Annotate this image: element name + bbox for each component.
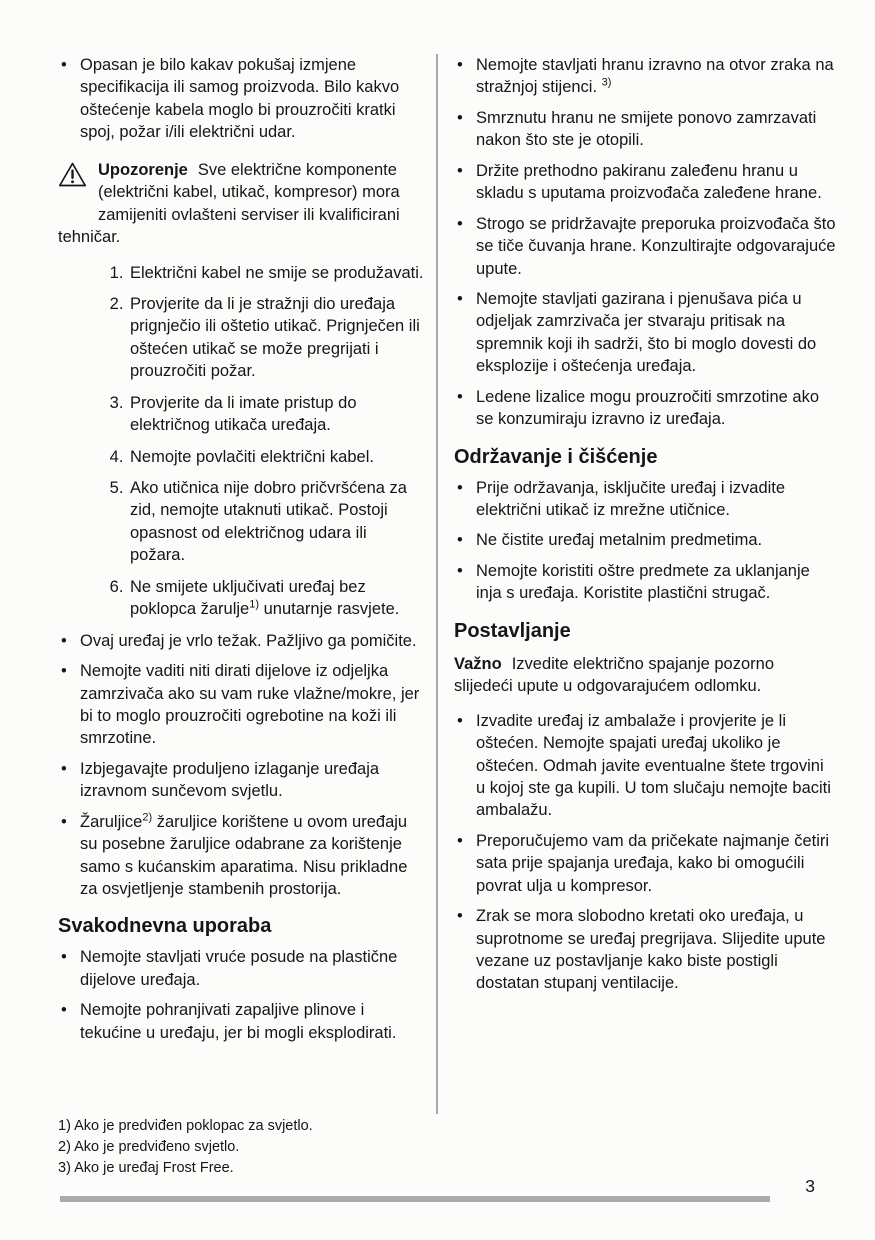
bullet-item: • Ovaj uređaj je vrlo težak. Pažljivo ga pomičite. bbox=[58, 630, 426, 652]
numbered-item-text: unutarnje rasvjete. bbox=[259, 600, 400, 619]
warning-label: Upozorenje bbox=[98, 160, 188, 179]
numbered-item: 3. Provjerite da li imate pristup do električnog utikača uređaja. bbox=[128, 392, 426, 437]
intro-bullet-list bbox=[58, 54, 426, 144]
warning-note bbox=[58, 159, 426, 249]
numbered-item-text: Ne smijete uključivati uređaj bez poklopca žarulje bbox=[130, 577, 366, 619]
bullet-item: • Nemojte pohranjivati zapaljive plinove i tekućine u uređaju, jer bi mogli eksplodirati. bbox=[58, 999, 426, 1044]
bullet-item-text: Nemojte stavljati hranu izravno na otvor zraka na stražnjoj stijenci. bbox=[476, 56, 834, 97]
bullet-item: • Prije održavanja, isključite uređaj i izvadite električni utikač iz mrežne utičnice. bbox=[454, 477, 837, 522]
bullet-item: • Izvadite uređaj iz ambalaže i provjerite je li oštećen. Nemojte spajati uređaj ukoliko je oštećen. Odmah javite eventualne štete trgovini u kojoj ste ga kupili. U tom slučaju nemojte baciti ambalažu. bbox=[454, 710, 837, 822]
important-text: Izvedite električno spajanje pozorno slijedeći upute u odgovarajućem odlomku. bbox=[454, 654, 775, 696]
maintenance-heading: Održavanje i čišćenje bbox=[454, 445, 658, 468]
footnote-ref-3: 3) bbox=[601, 76, 612, 89]
page-content bbox=[58, 54, 837, 1114]
installation-heading: Postavljanje bbox=[454, 619, 571, 642]
bullet-item bbox=[454, 54, 837, 99]
footnote-line: 2) Ako je predviđeno svjetlo. bbox=[58, 1139, 240, 1155]
numbered-item: 2. Provjerite da li je stražnji dio uređaja prignječio ili oštetio utikač. Prignječen ili oštećen utikač se može pregrijati i prouzročiti požar. bbox=[128, 293, 426, 383]
warning-triangle-icon bbox=[58, 159, 94, 205]
bullet-item-text: žaruljice korištene u ovom uređaju su posebne žaruljice odabrane za korištenje samo s kućanskim aparatima. Nisu prikladne za osvjetljenje stambenih prostorija. bbox=[80, 812, 408, 898]
numbered-item: 1. Električni kabel ne smije se produžavati. bbox=[128, 262, 426, 284]
bullet-item: • Zrak se mora slobodno kretati oko uređaja, u suprotnome se uređaj pregrijava. Slijedite upute vezane uz postavljanje kako biste postigli dostatan stupanj ventilacije. bbox=[454, 905, 837, 995]
left-column bbox=[58, 54, 426, 1114]
footnote-line: 3) Ako je uređaj Frost Free. bbox=[58, 1160, 234, 1176]
bullet-item-text: Žaruljice bbox=[80, 812, 143, 831]
daily-use-heading: Svakodnevna uporaba bbox=[58, 915, 272, 938]
bullet-item: • Preporučujemo vam da pričekate najmanje četiri sata prije spajanja uređaja, kako bi omogućili povrat ulja u kompresor. bbox=[454, 830, 837, 897]
food-handling-bullet-list bbox=[454, 54, 837, 431]
footer-bar bbox=[60, 1196, 770, 1202]
footnote-ref-2: 2) bbox=[142, 811, 153, 824]
electrical-safety-numbered-list bbox=[58, 262, 426, 621]
bullet-item: • Nemojte stavljati vruće posude na plastične dijelove uređaja. bbox=[58, 946, 426, 991]
important-note bbox=[454, 653, 837, 698]
maintenance-bullet-list bbox=[454, 477, 837, 605]
footnotes bbox=[58, 1116, 313, 1179]
important-label: Važno bbox=[454, 654, 502, 673]
numbered-item bbox=[128, 576, 426, 621]
installation-bullet-list bbox=[454, 710, 837, 995]
numbered-item: 4. Nemojte povlačiti električni kabel. bbox=[128, 446, 426, 468]
bullet-item: • Izbjegavajte produljeno izlaganje uređaja izravnom sunčevom svjetlu. bbox=[58, 758, 426, 803]
footnote-line: 1) Ako je predviđen poklopac za svjetlo. bbox=[58, 1118, 313, 1134]
bullet-item: • Nemojte vaditi niti dirati dijelove iz odjeljka zamrzivača ako su vam ruke vlažne/mokre, jer bi to moglo prouzročiti ogrebotine na koži ili smrzotine. bbox=[58, 660, 426, 750]
footnote-ref-1: 1) bbox=[249, 598, 260, 611]
page-number: 3 bbox=[805, 1176, 815, 1196]
bullet-item: • Smrznutu hranu ne smijete ponovo zamrzavati nakon što ste je otopili. bbox=[454, 107, 837, 152]
bullet-item: • Ledene lizalice mogu prouzročiti smrzotine ako se konzumiraju izravno iz uređaja. bbox=[454, 386, 837, 431]
bullet-item: • Strogo se pridržavajte preporuka proizvođača što se tiče čuvanja hrane. Konzultirajte odgovarajuće upute. bbox=[454, 213, 837, 280]
bullet-item: • Opasan je bilo kakav pokušaj izmjene specifikacija ili samog proizvoda. Bilo kakvo oštećenje kabela moglo bi prouzročiti kratki spoj, požar i/ili električni udar. bbox=[58, 54, 426, 144]
column-divider bbox=[436, 54, 438, 1114]
safety-bullet-list bbox=[58, 630, 426, 901]
warning-text: Sve električne komponente (električni kabel, utikač, kompresor) mora zamijeniti ovlašteni serviser ili kvalificirani tehničar. bbox=[58, 160, 400, 247]
bullet-item: • Nemojte koristiti oštre predmete za uklanjanje inja s uređaja. Koristite plastični strugač. bbox=[454, 560, 837, 605]
bullet-item: • Ne čistite uređaj metalnim predmetima. bbox=[454, 529, 837, 551]
bullet-item: • Nemojte stavljati gazirana i pjenušava pića u odjeljak zamrzivača jer stvaraju pritisak na spremnik koji ih sadrži, što bi moglo dovesti do eksplozije i oštećenja uređaja. bbox=[454, 288, 837, 378]
right-column bbox=[454, 54, 837, 1114]
bullet-item: • Držite prethodno pakiranu zaleđenu hranu u skladu s uputama proizvođača zaleđene hrane. bbox=[454, 160, 837, 205]
daily-use-bullet-list bbox=[58, 946, 426, 1044]
bullet-item bbox=[58, 811, 426, 901]
numbered-item: 5. Ako utičnica nije dobro pričvršćena za zid, nemojte utaknuti utikač. Postoji opasnost od električnog udara ili požara. bbox=[128, 477, 426, 567]
